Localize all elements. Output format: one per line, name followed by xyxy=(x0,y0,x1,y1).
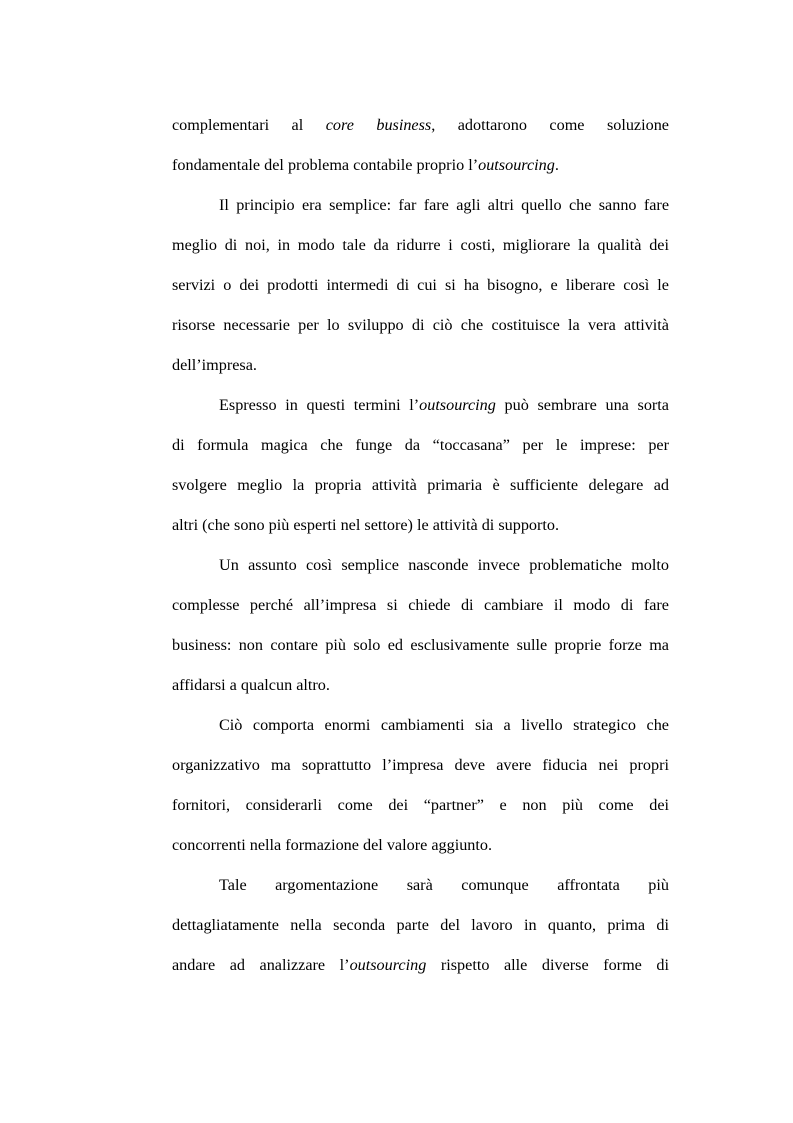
text-span: rispetto alle diverse forme di xyxy=(426,956,670,974)
text-line xyxy=(172,385,669,425)
text-span: complesse perché all’impresa si chiede di cambiare il modo di fare xyxy=(172,596,669,614)
text-span: Tale argomentazione sarà comunque affrontata più xyxy=(219,876,669,894)
text-span: complementari al xyxy=(172,116,326,134)
text-span: può sembrare una sorta xyxy=(495,396,669,414)
text-line xyxy=(172,905,669,945)
text-line xyxy=(172,945,669,985)
italic-text: outsourcing xyxy=(419,396,496,414)
text-span: altri (che sono più esperti nel settore) le attività di supporto. xyxy=(172,516,560,534)
text-line xyxy=(172,705,669,745)
text-line xyxy=(172,505,669,545)
text-span: svolgere meglio la propria attività primaria è sufficiente delegare ad xyxy=(172,476,669,494)
body-text xyxy=(172,105,669,985)
paragraph xyxy=(172,385,669,545)
paragraph xyxy=(172,545,669,705)
italic-text: core business xyxy=(325,116,432,134)
text-span: servizi o dei prodotti intermedi di cui si ha bisogno, e liberare così le xyxy=(172,276,669,294)
text-span: dell’impresa. xyxy=(172,356,257,374)
text-span: andare ad analizzare l’ xyxy=(172,956,350,974)
paragraph xyxy=(172,105,669,185)
text-line xyxy=(172,785,669,825)
text-span: business: non contare più solo ed esclusivamente sulle proprie forze ma xyxy=(172,636,669,654)
text-line xyxy=(172,665,669,705)
text-line xyxy=(172,825,669,865)
text-span: Espresso in questi termini l’ xyxy=(219,396,420,414)
text-span: Il principio era semplice: far fare agli altri quello che sanno fare xyxy=(219,196,669,214)
text-span: . xyxy=(554,156,559,174)
italic-text: outsourcing xyxy=(349,956,427,974)
text-line xyxy=(172,585,669,625)
text-span: organizzativo ma soprattutto l’impresa deve avere fiducia nei propri xyxy=(172,756,669,774)
text-line xyxy=(172,625,669,665)
text-line xyxy=(172,465,669,505)
text-span: di formula magica che funge da “toccasana” per le imprese: per xyxy=(172,436,669,454)
text-line xyxy=(172,345,669,385)
text-line xyxy=(172,185,669,225)
text-span: dettagliatamente nella seconda parte del lavoro in quanto, prima di xyxy=(172,916,669,934)
text-span: concorrenti nella formazione del valore aggiunto. xyxy=(172,836,493,854)
text-line xyxy=(172,425,669,465)
text-span: fondamentale del problema contabile proprio l’ xyxy=(172,156,479,174)
text-line xyxy=(172,105,669,145)
italic-text: outsourcing xyxy=(478,156,555,174)
text-span: Ciò comporta enormi cambiamenti sia a livello strategico che xyxy=(219,716,669,734)
paragraph xyxy=(172,185,669,385)
text-line xyxy=(172,145,669,185)
text-line xyxy=(172,305,669,345)
text-span: affidarsi a qualcun altro. xyxy=(172,676,330,694)
text-span: fornitori, considerarli come dei “partner” e non più come dei xyxy=(172,796,669,814)
text-line xyxy=(172,225,669,265)
text-line xyxy=(172,265,669,305)
text-line xyxy=(172,865,669,905)
paragraph xyxy=(172,865,669,985)
text-span: meglio di noi, in modo tale da ridurre i costi, migliorare la qualità dei xyxy=(172,236,669,254)
text-line xyxy=(172,545,669,585)
text-span: risorse necessarie per lo sviluppo di ciò che costituisce la vera attività xyxy=(172,316,669,334)
text-line xyxy=(172,745,669,785)
text-span: , adottarono come soluzione xyxy=(431,116,669,134)
text-span: Un assunto così semplice nasconde invece problematiche molto xyxy=(219,556,669,574)
paragraph xyxy=(172,705,669,865)
